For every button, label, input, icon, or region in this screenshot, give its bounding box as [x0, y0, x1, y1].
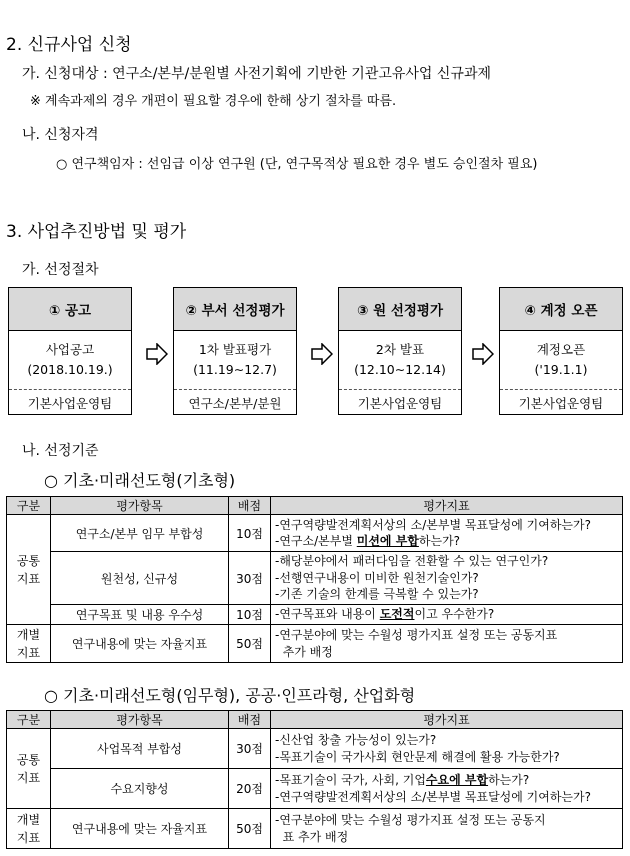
eval-score: 20점 [229, 769, 271, 809]
table-row [7, 515, 623, 552]
eval-indicator [271, 605, 623, 625]
indicator-text: 하는가? [418, 534, 461, 548]
eval-score: 50점 [229, 809, 271, 849]
arrow-right-icon [146, 343, 168, 365]
indicator-line [275, 533, 618, 550]
indicator-emphasis: 수요에 부합 [425, 773, 489, 787]
step-line2: ('19.1.1) [534, 362, 588, 377]
indicator-line: -해당분야에서 패러다임을 전환할 수 있는 연구인가? [275, 554, 549, 569]
eval-item: 연구목표 및 내용 우수성 [51, 605, 229, 625]
table-header-row [7, 711, 623, 729]
sec2-item-na: 나. 신청자격 [22, 127, 99, 143]
eval-indicator [271, 625, 623, 663]
sec2-note: ※ 계속과제의 경우 개편이 필요할 경우에 한해 상기 절차를 따름. [30, 94, 397, 109]
sec2-na-item: ○ 연구책임자 : 선임급 이상 연구원 (단, 연구목적상 필요한 경우 별도 승인절차 필요) [56, 157, 538, 172]
process-step-2 [173, 287, 297, 415]
arrow-right-icon [311, 343, 333, 365]
table-row [7, 605, 623, 625]
table2-caption: ○ 기초·미래선도형(임무형), 공공·인프라형, 산업화형 [44, 686, 416, 705]
criteria-table-mission [6, 710, 623, 849]
indicator-text: 이고 우수한가? [414, 607, 495, 622]
process-step-4 [499, 287, 623, 415]
indicator-line [275, 772, 618, 789]
eval-item: 원천성, 신규성 [51, 552, 229, 605]
step-owner: 연구소/본부/분원 [188, 396, 282, 411]
process-step-1 [8, 287, 132, 415]
process-step-3 [338, 287, 462, 415]
indicator-line: -연구역량발전계획서상의 소/본부별 목표달성에 기여하는가? [275, 517, 591, 532]
step-line2: (12.10∼12.14) [354, 362, 446, 377]
indicator-line: -신산업 창출 가능성이 있는가? [275, 733, 437, 747]
col-header: 평가지표 [271, 711, 623, 729]
step-line1: 사업공고 [45, 342, 95, 357]
group-common: 공통 지표 [7, 515, 51, 625]
step-owner: 기본사업운영팀 [518, 396, 604, 411]
step-line1: 2차 발표 [375, 342, 425, 357]
eval-score: 30점 [229, 552, 271, 605]
col-header: 배점 [229, 711, 271, 729]
step-head: ④ 계정 오픈 [500, 288, 622, 331]
eval-item: 연구소/본부 임무 부합성 [51, 515, 229, 552]
indicator-line: -연구역량발전계획서상의 소/본부별 목표달성에 기여하는가? [275, 789, 591, 804]
table-row [7, 769, 623, 809]
indicator-emphasis: 도전적 [379, 607, 415, 622]
indicator-line: -기존 기술의 한계를 극복할 수 있는가? [275, 587, 479, 602]
col-header: 배점 [229, 497, 271, 515]
eval-indicator [271, 769, 623, 809]
criteria-table-basic [6, 496, 623, 663]
table-row [7, 625, 623, 663]
col-header: 평가지표 [271, 497, 623, 515]
section-3-title: 3. 사업추진방법 및 평가 [6, 222, 187, 242]
table-row [7, 809, 623, 849]
sec3-item-ga: 가. 선정절차 [22, 262, 99, 278]
eval-score: 10점 [229, 605, 271, 625]
eval-indicator [271, 729, 623, 769]
step-line1: 계정오픈 [536, 342, 586, 357]
section-2-title: 2. 신규사업 신청 [6, 35, 132, 55]
col-header: 구분 [7, 711, 51, 729]
eval-indicator [271, 515, 623, 552]
eval-score: 30점 [229, 729, 271, 769]
step-body [174, 331, 296, 390]
eval-item: 수요지향성 [51, 769, 229, 809]
step-head: ② 부서 선정평가 [174, 288, 296, 331]
step-line2: (2018.10.19.) [27, 362, 113, 377]
table-row [7, 552, 623, 605]
indicator-text: -목표기술이 국가, 사회, 기업 [275, 773, 426, 787]
eval-item: 연구내용에 맞는 자율지표 [51, 809, 229, 849]
eval-indicator [271, 552, 623, 605]
indicator-line: -연구분야에 맞는 수월성 평가지표 설정 또는 공동지표 [275, 628, 558, 642]
eval-item: 연구내용에 맞는 자율지표 [51, 625, 229, 663]
col-header: 구분 [7, 497, 51, 515]
group-individual: 개별 지표 [7, 809, 51, 849]
indicator-line: 표 추가 배정 [275, 829, 349, 844]
step-body [9, 331, 131, 390]
step-owner: 기본사업운영팀 [27, 396, 113, 411]
indicator-line: -연구분야에 맞는 수월성 평가지표 설정 또는 공동지 [275, 813, 546, 827]
step-head: ① 공고 [9, 288, 131, 331]
col-header: 평가항목 [51, 497, 229, 515]
indicator-line: -선행연구내용이 미비한 원천기술인가? [275, 570, 479, 585]
group-individual: 개별 지표 [7, 625, 51, 663]
indicator-line: -목표기술이 국가사회 현안문제 해결에 활용 가능한가? [275, 749, 560, 764]
eval-indicator [271, 809, 623, 849]
eval-item: 사업목적 부합성 [51, 729, 229, 769]
indicator-text: 하는가? [488, 773, 530, 787]
indicator-text: -연구목표와 내용이 [275, 607, 380, 622]
eval-score: 50점 [229, 625, 271, 663]
group-common: 공통 지표 [7, 729, 51, 809]
arrow-right-icon [472, 343, 494, 365]
indicator-line: 추가 배정 [275, 644, 333, 659]
sec2-item-ga: 가. 신청대상 : 연구소/본부/분원별 사전기획에 기반한 기관고유사업 신규과제 [22, 66, 491, 82]
indicator-text: -연구소/본부별 [275, 534, 357, 548]
indicator-emphasis: 미션에 부합 [356, 534, 419, 548]
step-head: ③ 원 선정평가 [339, 288, 461, 331]
col-header: 평가항목 [51, 711, 229, 729]
sec3-item-na: 나. 선정기준 [22, 443, 99, 459]
eval-score: 10점 [229, 515, 271, 552]
step-line1: 1차 발표평가 [198, 342, 272, 357]
table-header-row [7, 497, 623, 515]
step-body [500, 331, 622, 390]
table1-caption: ○ 기초·미래선도형(기초형) [44, 471, 236, 490]
step-body [339, 331, 461, 390]
table-row [7, 729, 623, 769]
step-owner: 기본사업운영팀 [357, 396, 443, 411]
step-line2: (11.19∼12.7) [193, 362, 277, 377]
